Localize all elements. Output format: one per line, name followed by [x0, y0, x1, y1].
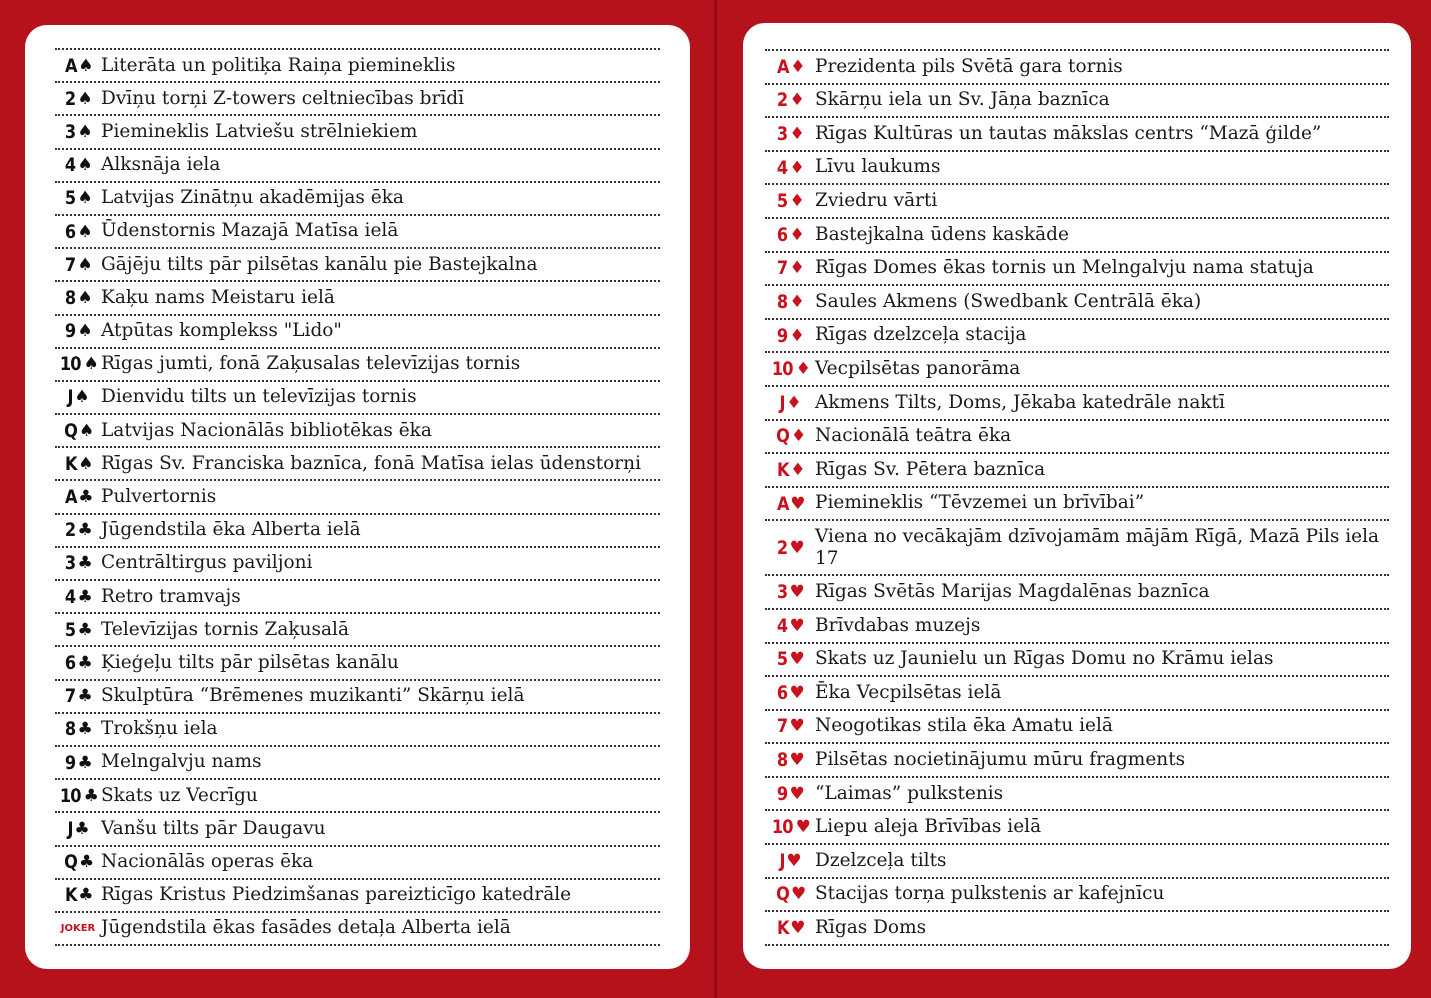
- card-code: [765, 392, 815, 414]
- diamond-icon: ♦: [789, 224, 804, 245]
- card-description: Rīgas Sv. Pētera baznīca: [815, 458, 1046, 480]
- card-rank: 8: [777, 749, 788, 772]
- spade-icon: ♠: [74, 387, 89, 408]
- heart-icon: ♥: [790, 918, 805, 939]
- club-icon: ♣: [77, 586, 92, 607]
- spade-icon: ♠: [77, 287, 92, 308]
- card-code: [765, 257, 815, 279]
- spade-icon: ♠: [77, 155, 92, 176]
- card-rank: 6: [65, 220, 76, 243]
- list-item: [55, 515, 660, 548]
- card-code: [55, 851, 101, 873]
- list-item: [765, 521, 1389, 576]
- list-item: [55, 415, 660, 448]
- list-item: [765, 85, 1389, 119]
- card-code: [55, 884, 101, 906]
- list-item: [55, 614, 660, 647]
- club-icon: ♣: [78, 487, 93, 508]
- card-code: [55, 619, 101, 641]
- card-rank: 9: [777, 782, 788, 805]
- heart-icon: ♥: [786, 850, 801, 871]
- card-description: Pilsētas nocietinājumu mūru fragments: [815, 748, 1186, 770]
- list-item: [765, 644, 1389, 678]
- card-description: Latvijas Zinātņu akadēmijas ēka: [101, 187, 404, 209]
- card-rank: 7: [777, 715, 788, 738]
- card-description: Rīgas Kultūras un tautas mākslas centrs “Mazā ģilde”: [815, 122, 1322, 144]
- heart-icon: ♥: [789, 682, 804, 703]
- spade-icon: ♠: [77, 88, 92, 109]
- card-description: Prezidenta pils Svētā gara tornis: [815, 55, 1123, 77]
- heart-icon: ♥: [789, 649, 804, 670]
- list-item: [765, 454, 1389, 488]
- card-code: [55, 55, 101, 77]
- right-page: [743, 23, 1411, 969]
- card-rank: 2: [65, 87, 76, 110]
- card-rank: 3: [777, 122, 788, 145]
- list-item: [55, 183, 660, 216]
- list-item: [55, 747, 660, 780]
- card-description: Līvu laukums: [815, 156, 941, 178]
- card-description: Televīzijas tornis Zaķusalā: [101, 618, 349, 640]
- card-code: [765, 425, 815, 447]
- card-rank: Q: [63, 851, 77, 874]
- card-code: [765, 816, 815, 838]
- card-rank: 5: [777, 190, 788, 213]
- list-item: [765, 778, 1389, 812]
- list-item: [55, 448, 660, 481]
- list-item: [55, 714, 660, 747]
- card-code: [765, 917, 815, 939]
- card-rank: 10: [59, 353, 81, 376]
- card-code: [765, 224, 815, 246]
- list-item: [55, 316, 660, 349]
- list-item: [765, 185, 1389, 219]
- card-description: Piemineklis “Tēvzemei un brīvībai”: [815, 492, 1145, 514]
- card-description: Neogotikas stila ēka Amatu ielā: [815, 715, 1113, 737]
- card-description: Rīgas Domes ēkas tornis un Melngalvju nama statuja: [815, 257, 1314, 279]
- card-description: Bastejkalna ūdens kaskāde: [815, 223, 1069, 245]
- card-rank: 10: [771, 358, 793, 381]
- card-rank: 2: [65, 519, 76, 542]
- card-rank: 4: [777, 614, 788, 637]
- card-rank: 10: [771, 816, 793, 839]
- list-item: [765, 219, 1389, 253]
- card-code: [55, 121, 101, 143]
- card-rank: 9: [65, 320, 76, 343]
- list-item: [765, 421, 1389, 455]
- diamond-icon: ♦: [795, 359, 810, 380]
- list-item: [55, 349, 660, 382]
- spade-icon: ♠: [77, 221, 92, 242]
- card-code: [55, 154, 101, 176]
- card-code: [765, 850, 815, 872]
- card-description: Akmens Tilts, Doms, Jēkaba katedrāle naktī: [815, 391, 1225, 413]
- card-code: [765, 89, 815, 111]
- club-icon: ♣: [78, 885, 93, 906]
- card-code: [765, 581, 815, 603]
- list-item: [765, 488, 1389, 522]
- card-rank: 3: [777, 581, 788, 604]
- card-code: [765, 157, 815, 179]
- card-description: Rīgas Doms: [815, 916, 927, 938]
- card-code: [55, 923, 101, 934]
- list-item: [765, 677, 1389, 711]
- card-rank: 7: [777, 257, 788, 280]
- list-item: [55, 282, 660, 315]
- card-rank: K: [64, 884, 77, 907]
- list-item: [55, 880, 660, 913]
- diamond-icon: ♦: [790, 56, 805, 77]
- list-item: [55, 813, 660, 846]
- card-description: Nacionālā teātra ēka: [815, 425, 1012, 447]
- list-item: [55, 83, 660, 116]
- card-rank: Q: [775, 425, 789, 448]
- card-description: Trokšņu iela: [101, 718, 218, 740]
- card-code: [55, 420, 101, 442]
- card-code: [765, 648, 815, 670]
- card-rank: 7: [65, 253, 76, 276]
- heart-icon: ♥: [789, 716, 804, 737]
- list-item: [55, 382, 660, 415]
- card-rank: Q: [775, 883, 789, 906]
- card-code: [765, 749, 815, 771]
- card-list-spades-clubs: [55, 48, 660, 946]
- card-description: Skats uz Jaunielu un Rīgas Domu no Krāmu ielas: [815, 648, 1274, 670]
- diamond-icon: ♦: [789, 90, 804, 111]
- card-description: Rīgas Svētās Marijas Magdalēnas baznīca: [815, 581, 1210, 603]
- card-code: [765, 325, 815, 347]
- list-item: [765, 711, 1389, 745]
- diamond-icon: ♦: [789, 291, 804, 312]
- card-rank: 6: [777, 223, 788, 246]
- club-icon: ♣: [74, 818, 89, 839]
- card-rank: 5: [777, 648, 788, 671]
- list-item: [55, 150, 660, 183]
- card-description: Rīgas Sv. Franciska baznīca, fonā Matīsa ielas ūdenstorņi: [101, 452, 641, 474]
- card-code: [55, 353, 101, 375]
- heart-icon: ♥: [789, 783, 804, 804]
- card-rank: 4: [65, 585, 76, 608]
- diamond-icon: ♦: [789, 258, 804, 279]
- club-icon: ♣: [77, 619, 92, 640]
- list-item: [765, 152, 1389, 186]
- card-rank: 8: [65, 286, 76, 309]
- card-rank: Q: [63, 419, 77, 442]
- left-page: [25, 25, 690, 969]
- diamond-icon: ♦: [790, 459, 805, 480]
- card-description: Alksnāja iela: [101, 154, 221, 176]
- club-icon: ♣: [78, 852, 94, 873]
- card-code: [55, 486, 101, 508]
- card-description: Liepu aleja Brīvības ielā: [815, 816, 1042, 838]
- card-code: [765, 883, 815, 905]
- list-item: [765, 118, 1389, 152]
- spade-icon: ♠: [77, 254, 92, 275]
- card-description: Rīgas Kristus Piedzimšanas pareizticīgo katedrāle: [101, 884, 572, 906]
- card-code: [55, 818, 101, 840]
- heart-icon: ♥: [789, 537, 804, 558]
- card-description: Stacijas torņa pulkstenis ar kafejnīcu: [815, 883, 1165, 905]
- card-code: [55, 254, 101, 276]
- card-rank: JOKER: [60, 922, 96, 934]
- card-code: [55, 187, 101, 209]
- card-code: [765, 783, 815, 805]
- card-rank: 7: [65, 685, 76, 708]
- card-rank: K: [64, 452, 77, 475]
- card-description: Piemineklis Latviešu strēlniekiem: [101, 120, 418, 142]
- card-code: [55, 287, 101, 309]
- heart-icon: ♥: [795, 817, 810, 838]
- card-code: [765, 358, 815, 380]
- card-description: Literāta un politiķa Raiņa piemineklis: [101, 54, 456, 76]
- list-item: [765, 744, 1389, 778]
- card-description: Jūgendstila ēka Alberta ielā: [101, 519, 361, 541]
- card-code: [765, 682, 815, 704]
- card-description: Nacionālās operas ēka: [101, 851, 314, 872]
- list-item: [765, 845, 1389, 879]
- club-icon: ♣: [77, 652, 92, 673]
- card-rank: 9: [65, 751, 76, 774]
- diamond-icon: ♦: [789, 157, 804, 178]
- card-code: [55, 552, 101, 574]
- card-rank: 8: [777, 290, 788, 313]
- heart-icon: ♥: [790, 884, 806, 905]
- card-rank: 2: [777, 536, 788, 559]
- card-code: [55, 752, 101, 774]
- list-item: [765, 387, 1389, 421]
- card-code: [55, 718, 101, 740]
- spade-icon: ♠: [77, 188, 92, 209]
- card-rank: 3: [65, 120, 76, 143]
- card-code: [765, 459, 815, 481]
- card-rank: 8: [65, 718, 76, 741]
- card-rank: K: [776, 917, 789, 940]
- card-description: Centrāltirgus paviljoni: [101, 552, 313, 574]
- card-description: Ūdenstornis Mazajā Matīsa ielā: [101, 220, 399, 242]
- card-description: “Laimas” pulkstenis: [815, 782, 1004, 804]
- spade-icon: ♠: [83, 354, 98, 375]
- card-code: [765, 123, 815, 145]
- card-code: [55, 785, 101, 807]
- list-item: [765, 576, 1389, 610]
- club-icon: ♣: [77, 686, 92, 707]
- card-description: Dzelzceļa tilts: [815, 849, 947, 871]
- card-rank: 5: [65, 618, 76, 641]
- card-rank: 6: [65, 651, 76, 674]
- card-description: Gājēju tilts pār pilsētas kanālu pie Bastejkalna: [101, 253, 538, 275]
- card-description: Latvijas Nacionālās bibliotēkas ēka: [101, 419, 432, 441]
- list-item: [55, 216, 660, 249]
- heart-icon: ♥: [789, 582, 804, 603]
- card-description: Skulptūra “Brēmenes muzikanti” Skārņu ielā: [101, 685, 525, 707]
- list-item: [55, 681, 660, 714]
- card-code: [55, 519, 101, 541]
- list-item: [765, 610, 1389, 644]
- card-code: [765, 56, 815, 78]
- card-description: Kaķu nams Meistaru ielā: [101, 286, 335, 308]
- card-rank: J: [779, 849, 785, 872]
- card-list-diamonds-hearts: [765, 49, 1389, 946]
- center-fold: [714, 0, 717, 998]
- card-description: Ķieģeļu tilts pār pilsētas kanālu: [101, 651, 399, 673]
- list-item: [55, 50, 660, 83]
- spade-icon: ♠: [77, 121, 92, 142]
- heart-icon: ♥: [789, 615, 804, 636]
- card-description: Atpūtas komplekss "Lido": [101, 320, 342, 341]
- card-code: [765, 190, 815, 212]
- list-item: [55, 847, 660, 880]
- card-description: Viena no vecākajām dzīvojamām mājām Rīgā, Mazā Pils iela 17: [815, 525, 1380, 569]
- card-rank: A: [64, 54, 77, 77]
- list-item: [765, 879, 1389, 913]
- list-item: [55, 548, 660, 581]
- card-code: [765, 537, 815, 559]
- club-icon: ♣: [77, 752, 92, 773]
- card-description: Vecpilsētas panorāma: [815, 358, 1021, 380]
- card-description: Jūgendstila ēkas fasādes detaļa Alberta ielā: [101, 917, 511, 939]
- card-code: [55, 88, 101, 110]
- card-description: Pulvertornis: [101, 485, 217, 507]
- list-item: [55, 581, 660, 614]
- card-code: [765, 291, 815, 313]
- card-rank: J: [779, 391, 785, 414]
- card-description: Brīvdabas muzejs: [815, 614, 981, 636]
- spade-icon: ♠: [78, 420, 94, 441]
- list-item: [765, 811, 1389, 845]
- card-rank: J: [67, 817, 73, 840]
- heart-icon: ♥: [789, 750, 804, 771]
- card-code: [55, 453, 101, 475]
- diamond-icon: ♦: [789, 191, 804, 212]
- card-code: [55, 320, 101, 342]
- list-item: [765, 253, 1389, 287]
- card-description: Dvīņu torņi Z-towers celtniecības brīdī: [101, 87, 465, 109]
- list-item: [55, 249, 660, 282]
- diamond-icon: ♦: [786, 392, 801, 413]
- list-item: [765, 320, 1389, 354]
- card-rank: 3: [65, 552, 76, 575]
- card-rank: A: [776, 492, 789, 515]
- diamond-icon: ♦: [790, 426, 806, 447]
- diamond-icon: ♦: [789, 325, 804, 346]
- diamond-icon: ♦: [789, 123, 804, 144]
- club-icon: ♣: [77, 520, 92, 541]
- card-description: Skārņu iela un Sv. Jāņa baznīca: [815, 89, 1110, 111]
- card-description: Vanšu tilts pār Daugavu: [101, 817, 326, 839]
- card-rank: K: [776, 458, 789, 481]
- list-item: [55, 913, 660, 946]
- card-code: [765, 715, 815, 737]
- card-rank: A: [776, 55, 789, 78]
- card-rank: 9: [777, 324, 788, 347]
- card-code: [55, 685, 101, 707]
- list-item: [55, 481, 660, 514]
- spade-icon: ♠: [78, 453, 93, 474]
- list-item: [765, 353, 1389, 387]
- heart-icon: ♥: [790, 493, 805, 514]
- card-rank: A: [64, 486, 77, 509]
- card-rank: 4: [65, 154, 76, 177]
- card-code: [765, 493, 815, 515]
- list-item: [765, 286, 1389, 320]
- card-description: Melngalvju nams: [101, 751, 262, 773]
- card-description: Skats uz Vecrīgu: [101, 784, 258, 806]
- card-description: Saules Akmens (Swedbank Centrālā ēka): [815, 290, 1202, 312]
- card-rank: 5: [65, 187, 76, 210]
- club-icon: ♣: [77, 553, 92, 574]
- card-description: Dienvidu tilts un televīzijas tornis: [101, 386, 417, 408]
- card-rank: J: [67, 386, 73, 409]
- list-item: [55, 647, 660, 680]
- card-code: [55, 386, 101, 408]
- card-description: Rīgas dzelzceļa stacija: [815, 324, 1027, 346]
- card-rank: 10: [59, 784, 81, 807]
- list-item: [55, 780, 660, 813]
- card-code: [55, 221, 101, 243]
- card-code: [55, 652, 101, 674]
- card-rank: 4: [777, 156, 788, 179]
- spade-icon: ♠: [78, 55, 93, 76]
- list-item: [765, 51, 1389, 85]
- card-code: [55, 586, 101, 608]
- list-item: [765, 912, 1389, 946]
- card-description: Retro tramvajs: [101, 585, 241, 607]
- club-icon: ♣: [83, 785, 98, 806]
- club-icon: ♣: [77, 719, 92, 740]
- card-rank: 2: [777, 89, 788, 112]
- card-description: Rīgas jumti, fonā Zaķusalas televīzijas tornis: [101, 353, 521, 375]
- card-description: Ēka Vecpilsētas ielā: [815, 681, 1002, 703]
- card-code: [765, 615, 815, 637]
- card-description: Zviedru vārti: [815, 190, 938, 212]
- card-rank: 6: [777, 681, 788, 704]
- spade-icon: ♠: [77, 321, 92, 342]
- list-item: [55, 116, 660, 149]
